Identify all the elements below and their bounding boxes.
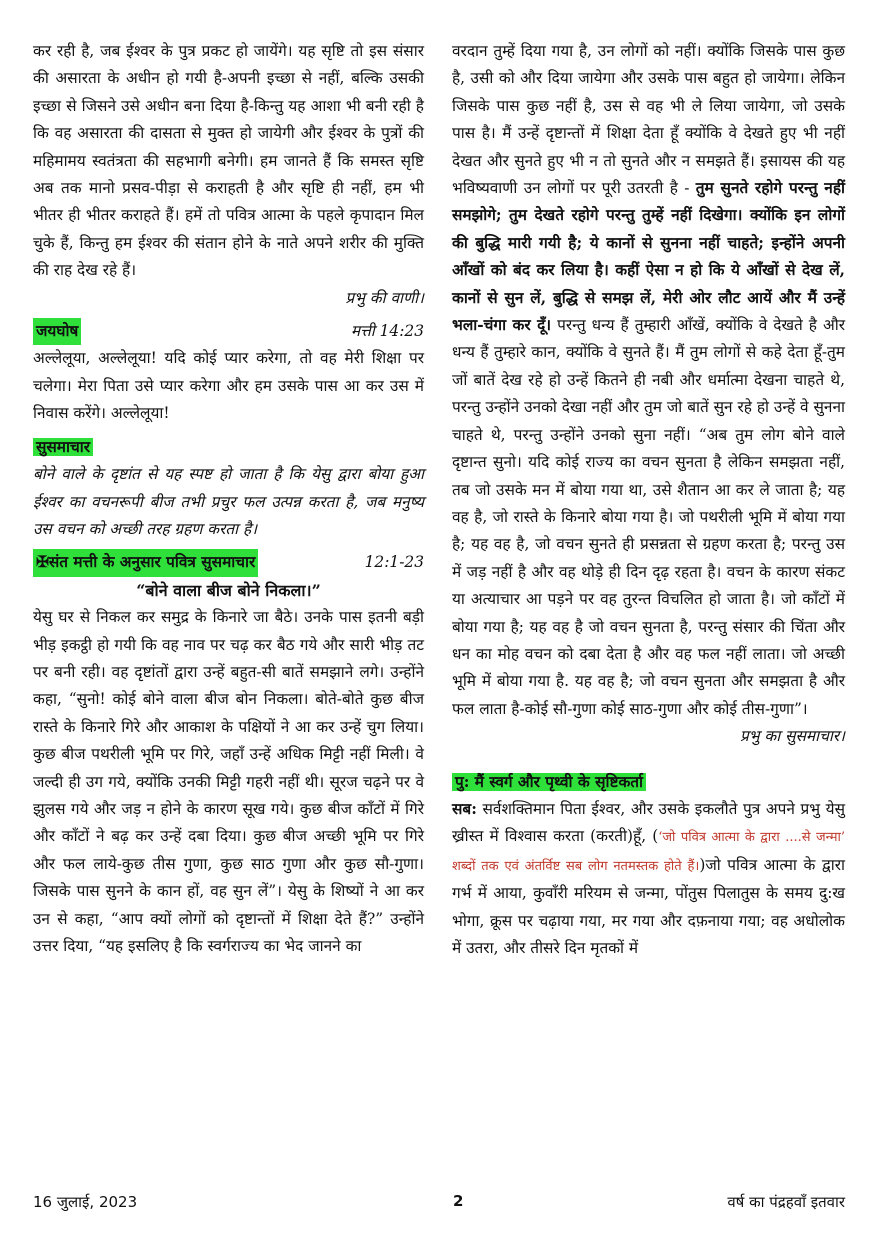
acclamation-reference: मत्ती 14:23 <box>350 322 424 341</box>
creed-text-part2: )जो पवित्र आत्मा के द्वारा गर्भ में आया, कुवाँरी मरियम से जन्मा, पोंतुस पिलातुस के समय दु:ख भोगा, क्रूस पर चढ़ाया गया, मर गया और दफ़नाया गया; वह अधोलोक में उतरा, और तीसरे दिन मृतकों में <box>452 855 845 957</box>
footer-season: वर्ष का पंद्रहवाँ इतवार <box>727 1193 845 1211</box>
prophecy-quote: तुम सुनते रहोगे परन्तु नहीं समझोगे; तुम देखते रहोगे परन्तु तुम्हें नहीं दिखेगा। क्योंकि इन लोगों की बुद्धि मारी गयी है; ये कानों से सुनना नहीं चाहते; इन्होंने अपनी आँखों को बंद कर लिया है। कहीं ऐसा न हो कि ये आँखों से देख लें, कानों से सुन लें, बुद्धि से समझ लें, मेरी ओर लौट आयें और मैं उन्हें भला-चंगा कर दूँ। <box>452 179 845 335</box>
page-number: 2 <box>453 1192 464 1210</box>
creed-text <box>452 796 845 962</box>
creed-label: सब: <box>452 799 477 818</box>
gospel-heading: ✠संत मत्ती के अनुसार पवित्र सुसमाचार <box>33 549 258 576</box>
creed-text-part1: सर्वशक्तिमान पिता ईश्वर, और उसके इकलौते पुत्र अपने प्रभु येसु ख्रीस्त में विश्वास करता (करती)हूँ, ( <box>452 799 845 846</box>
gospel-title: “बोने वाला बीज बोने निकला।” <box>136 580 321 600</box>
acclamation-text: अल्लेलूया, अल्लेलूया! यदि कोई प्यार करेगा, तो वह मेरी शिक्षा पर चलेगा। मेरा पिता उसे प्यार करेगा और हम उसके पास आ कर उस में निवास करेंगे। अल्लेलूया! <box>33 349 424 423</box>
creed-heading: पु: मैं स्वर्ग और पृथ्वी के सृष्टिकर्ता <box>452 773 646 791</box>
creed-header <box>452 769 845 796</box>
gospel-reference: 12:1-23 <box>364 553 424 572</box>
gospel-text-part-a: वरदान तुम्हें दिया गया है, उन लोगों को नहीं। क्योंकि जिसके पास कुछ है, उसी को और दिया जायेगा और उसके पास बहुत हो जायेगा। लेकिन जिसके पास कुछ नहीं है, उस से वह भी ले लिया जायेगा, जो उसके पास है। मैं उन्हें दृष्टान्तों में शिक्षा देता हूँ क्योंकि वे देखते हुए भी नहीं देखत और सुनते हुए भी न तो सुनते और न समझते हैं। इसायस की यह भविष्यवाणी उन लोगों पर पूरी उतरती है - <box>452 42 845 198</box>
gospel-label: सुसमाचार <box>33 438 93 456</box>
reading-continuation: कर रही है, जब ईश्वर के पुत्र प्रकट हो जायेंगे। यह सृष्टि तो इस संसार की असारता के अधीन हो गयी है-अपनी इच्छा से नहीं, बल्कि उसकी इच्छा से जिसने उसे अधीन बना दिया है-किन्तु यह आशा भी बनी रही है कि वह असारता की दासता से मुक्त हो जायेगी और ईश्वर के पुत्रों की महिमामय स्वतंत्रता की सहभागी बनेगी। हम जानते हैं कि समस्त सृष्टि अब तक मानो प्रसव-पीड़ा से कराहती है और सृष्टि ही नहीं, हम भी भीतर ही भीतर कराहते हैं। हमें तो पवित्र आत्मा के पहले कृपादान मिल चुके हैं, किन्तु हम ईश्वर की संतान होने के नाते अपने शरीर की मुक्ति की राह देख रहे हैं। <box>33 42 424 280</box>
right-column <box>452 38 845 962</box>
gospel-heading-line <box>33 549 424 576</box>
acclamation-header <box>33 318 424 345</box>
gospel-summary: बोने वाले के दृष्टांत से यह स्पष्ट हो जाता है कि येसु द्वारा बोया हुआ ईश्वर का वचनरूपी बीज तभी प्रचुर फल उत्पन्न करता है, जब मनुष्य उस वचन को अच्छी तरह ग्रहण करता है। <box>33 465 424 538</box>
gospel-text-part-b: परन्तु धन्य हैं तुम्हारी आँखें, क्योंकि वे देखते है और धन्य हैं तुम्हारे कान, क्योंकि वे सुनते हैं। मैं तुम लोगों से कहे देता हूँ-तुम जों बातें देख रहे हो उन्हें कितने ही नबी और धर्मात्मा देखना चाहते थे, परन्तु उन्होंने उनको देखा नहीं और तुम जो बातें सुन रहे हो उन्हें वे सुनना चाहते थे, परन्तु उन्होंने उनको सुना नहीं। “अब तुम लोग बोने वाले दृष्टान्त सुनो। यदि कोई राज्य का वचन सुनता है लेकिन समझता नहीं, तब जो उसके मन में बोया गया था, उसे शैतान आ कर ले जाता है; यह वह है, जो रास्ते के किनारे बोया गया है। जो पथरीली भूमि में बोया गया है; यह वह है, जो वचन सुनते ही प्रसन्नता से ग्रहण करता है; परन्तु उस में जड़ नहीं है और वह थोड़े ही दिन दृढ़ रहता है। वचन के कारण संकट या अत्याचार आ पड़ने पर वह तुरन्त विचलित हो जाता है। जो काँटों में बोया गया है; यह वह है जो वचन सुनता है, परन्तु संसार की चिंता और धन का मोह वचन को दबा देता है और वह फल नहीं लाता। जो अच्छी भूमि में बोया गया है. यह वह है; जो वचन सुनता और समझता है और फल लाता है-कोई सौ-गुणा कोई साठ-गुणा और कोई तीस-गुणा”। <box>452 316 845 718</box>
left-column <box>33 38 424 960</box>
acclamation-label: जयघोष <box>33 318 81 345</box>
reading-signoff: प्रभु की वाणी। <box>345 288 424 307</box>
footer-date: 16 जुलाई, 2023 <box>33 1193 138 1211</box>
creed-rubric-note: ‘जो पवित्र आत्मा के द्वारा ....से जन्मा’ शब्दों तक एवं अंतर्विष्ट सब लोग नतमस्तक होते हैं। <box>452 830 845 874</box>
gospel-header <box>33 434 424 461</box>
gospel-continuation <box>452 38 845 723</box>
gospel-signoff: प्रभु का सुसमाचार। <box>739 727 845 746</box>
gospel-text: येसु घर से निकल कर समुद्र के किनारे जा बैठे। उनके पास इतनी बड़ी भीड़ इकट्ठी हो गयी कि वह नाव पर चढ़ कर बैठ गये और सारी भीड़ तट पर बनी रही। वह दृष्टांतों द्वारा उन्हें बहुत-सी बातें समझाने लगे। उन्होंने कहा, “सुनो! कोई बोने वाला बीज बोन निकला। बोते-बोते कुछ बीज रास्ते के किनारे गिरे और आकाश के पक्षियों ने आ कर उन्हें चुग लिया। कुछ बीज पथरीली भूमि पर गिरे, जहाँ उन्हें अधिक मिट्टी नहीं मिली। वे जल्दी ही उग गये, क्योंकि उनकी मिट्टी गहरी नहीं थी। सूरज चढ़ने पर वे झुलस गये और जड़ न होने के कारण सूख गये। कुछ बीज काँटों में गिरे और काँटों ने बढ़ कर उन्हें दबा दिया। कुछ बीज अच्छी भूमि पर गिरे और फल लाये-कुछ तीस गुणा, कुछ साठ गुणा और कुछ सौ-गुणा। जिसके पास सुनने के कान हों, वह सुन लें”। येसु के शिष्यों ने आ कर उन से कहा, “आप क्यों लोगों को दृष्टान्तों में शिक्षा देते हैं?” उन्होंने उत्तर दिया, “यह इसलिए है कि स्वर्गराज्य का भेद जानने का <box>33 608 424 955</box>
